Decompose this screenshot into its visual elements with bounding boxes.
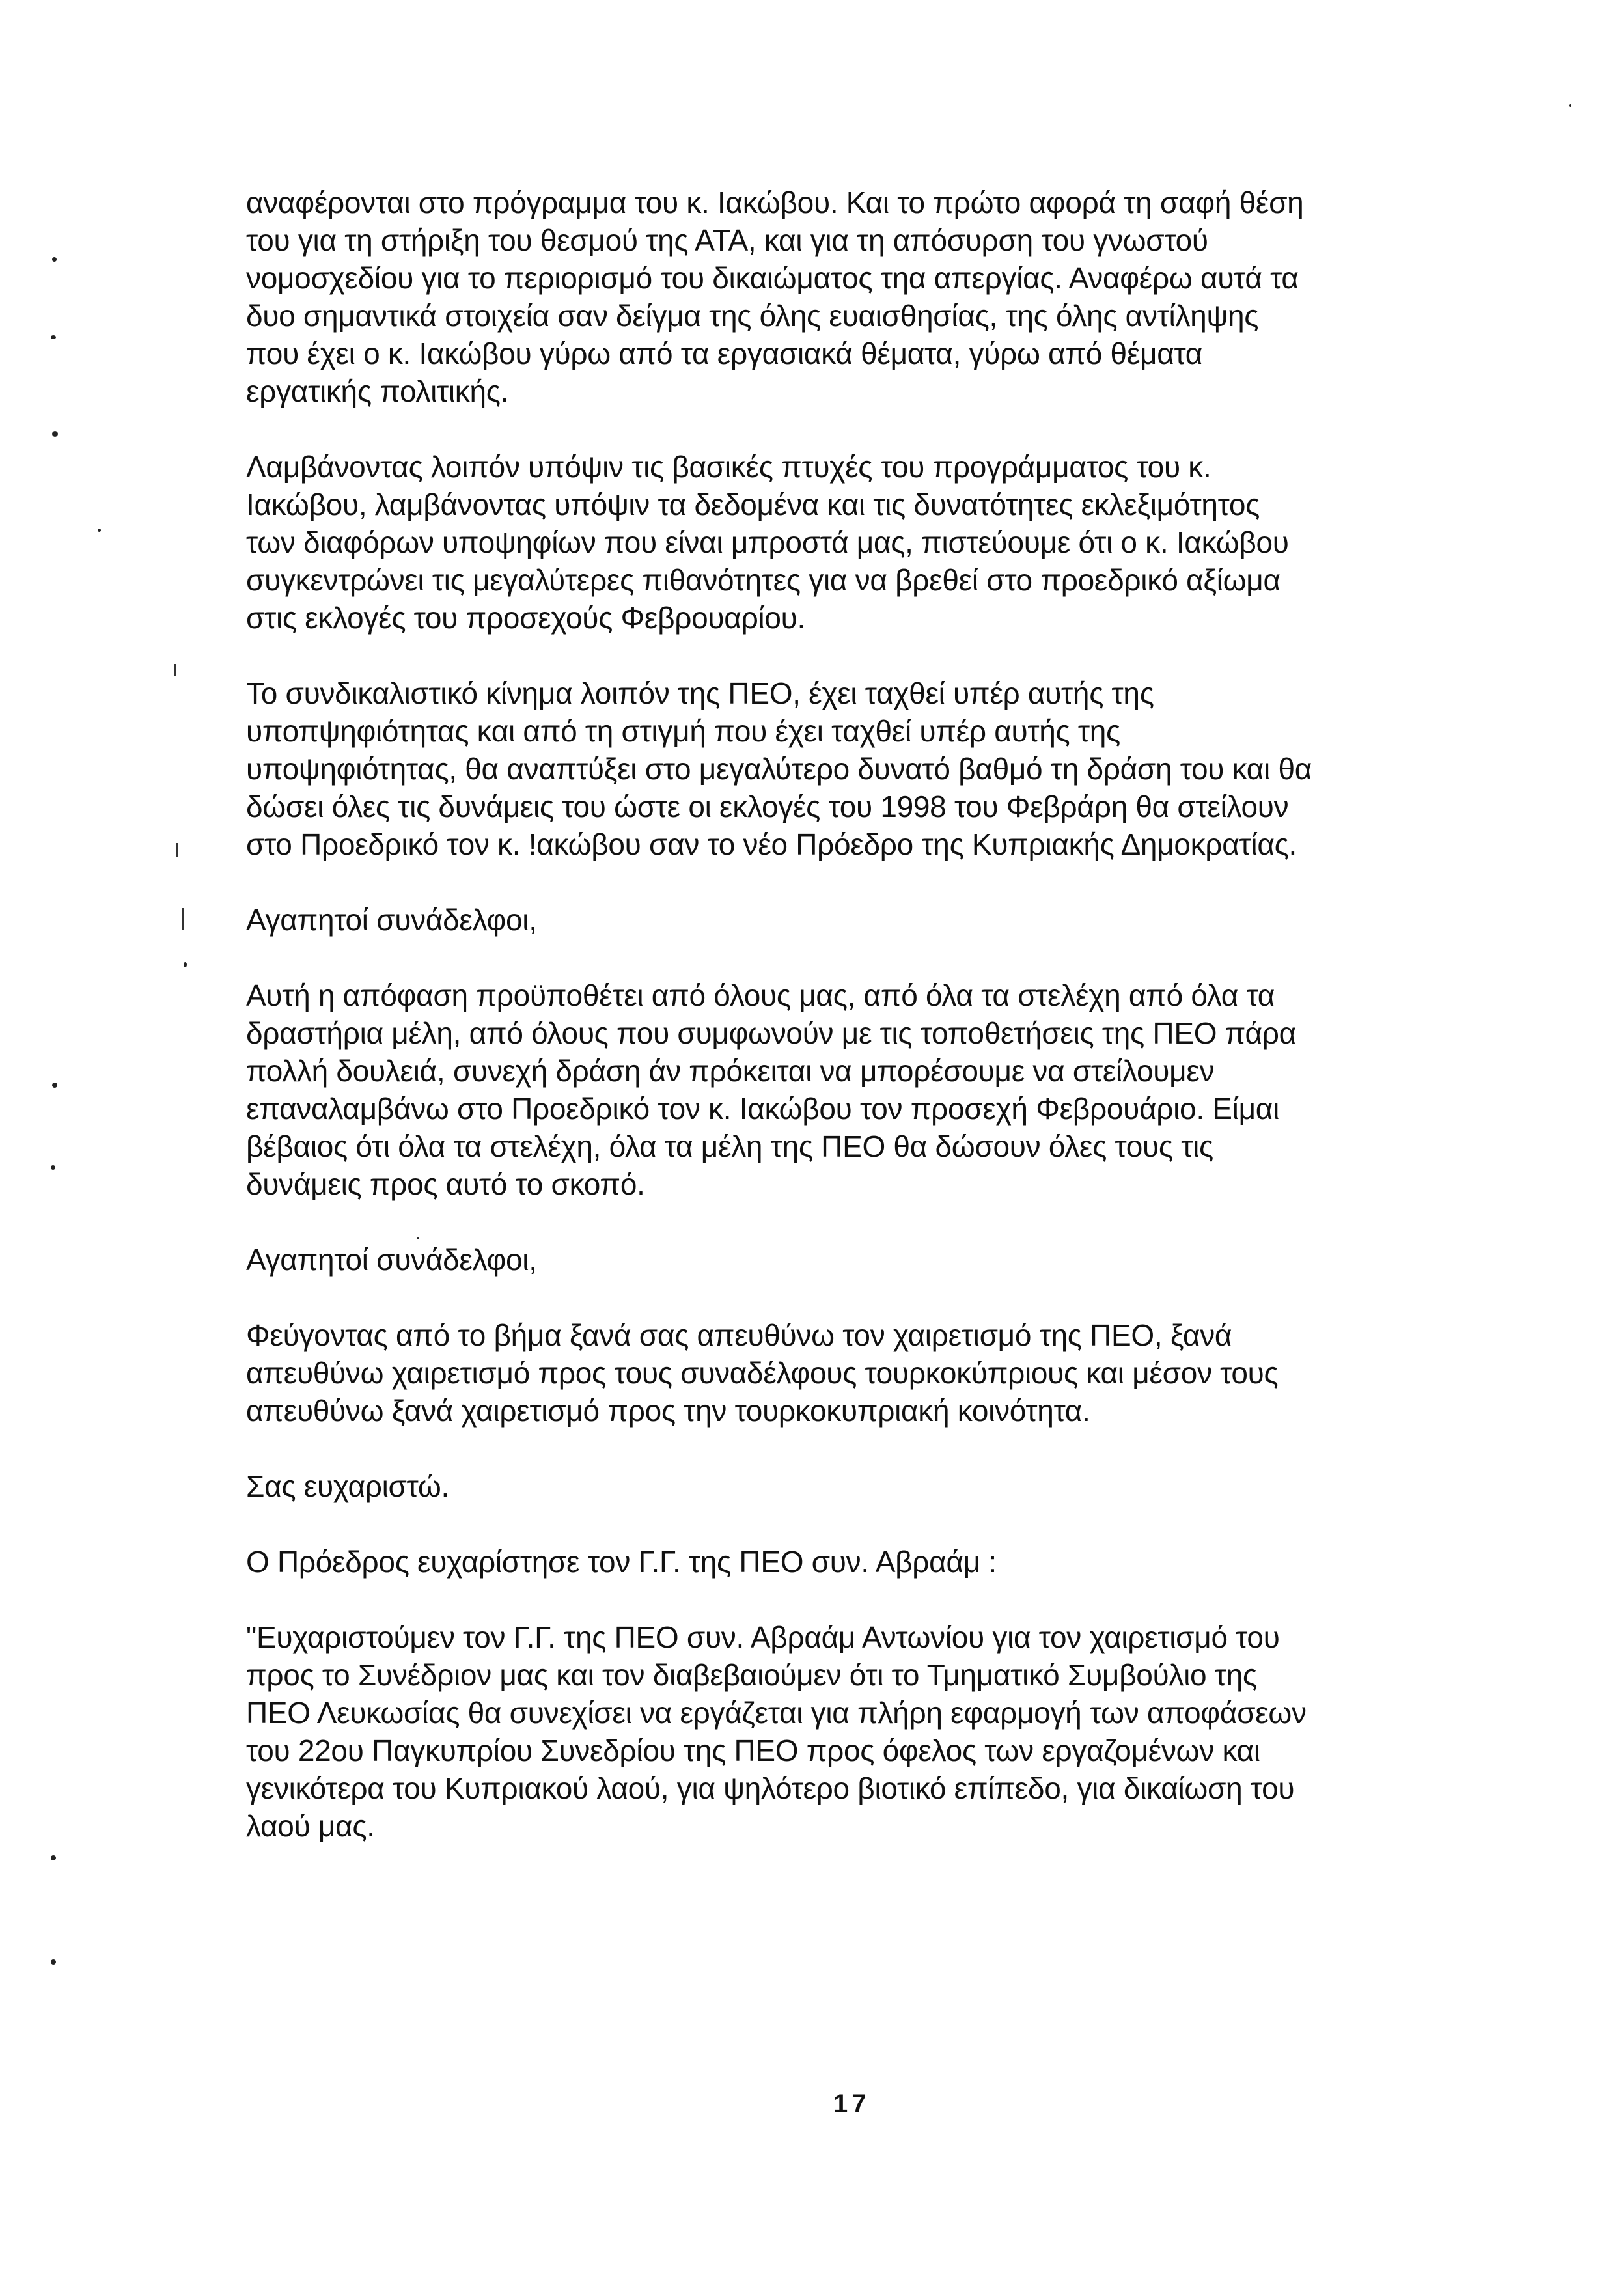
text-line: υποπψηφιότητας και από τη στιγμή που έχει ταχθεί υπέρ αυτής της: [246, 714, 1120, 748]
text-line: των διαφόρων υποψηφίων που είναι μπροστά μας, πιστεύουμε ότι ο κ. Ιακώβου: [246, 525, 1289, 559]
text-line: Ιακώβου, λαμβάνοντας υπόψιν τα δεδομένα και τις δυνατότητες εκλεξιμότητος: [246, 488, 1260, 521]
text-line: συγκεντρώνει τις μεγαλύτερες πιθανότητες για να βρεθεί στο προεδρικό αξίωμα: [246, 563, 1281, 597]
text-line: στο Προεδρικό τον κ. !ακώβου σαν το νέο Πρόεδρο της Κυπριακής Δημοκρατίας.: [246, 827, 1297, 861]
greeting-2: [246, 1241, 1470, 1279]
paragraph-5: [246, 976, 1470, 1203]
scan-mark: [176, 843, 178, 857]
paragraph-3: [246, 674, 1470, 863]
scan-speck: [52, 257, 57, 262]
text-line: Αυτή η απόφαση προϋποθέτει από όλους μας, από όλα τα στελέχη από όλα τα: [246, 978, 1275, 1012]
text-line: πολλή δουλειά, συνεχή δράση άν πρόκειται να μπορέσουμε να στείλουμεν: [246, 1054, 1215, 1088]
text-line: λαού μας.: [246, 1809, 375, 1843]
text-line: στις εκλογές του προσεχούς Φεβρουαρίου.: [246, 601, 805, 635]
text-line: Αγαπητοί συνάδελφοι,: [246, 903, 537, 937]
text-line: "Ευχαριστούμεν τον Γ.Γ. της ΠΕΟ συν. Αβραάμ Αντωνίου για τον χαιρετισμό του: [246, 1620, 1280, 1654]
quote-paragraph: [246, 1618, 1470, 1845]
scan-speck: [98, 529, 101, 532]
greeting-1: [246, 901, 1470, 939]
scan-speck: [51, 1959, 56, 1965]
scan-speck: [52, 1083, 57, 1088]
scan-mark: [182, 908, 184, 930]
body-text: [246, 184, 1470, 1883]
text-line: του 22ου Παγκυπρίου Συνεδρίου της ΠΕΟ προς όφελος των εργαζομένων και: [246, 1734, 1260, 1767]
text-line: Λαμβάνοντας λοιπόν υπόψιν τις βασικές πτυχές του προγράμματος του κ.: [246, 450, 1211, 484]
text-line: που έχει ο κ. Ιακώβου γύρω από τα εργασιακά θέματα, γύρω από θέματα: [246, 337, 1203, 370]
text-line: επαναλαμβάνω στο Προεδρικό τον κ. Ιακώβου τον προσεχή Φεβρουάριο. Είμαι: [246, 1092, 1280, 1126]
text-line: υποψηφιότητας, θα αναπτύξει στο μεγαλύτερο δυνατό βαθμό τη δράση του και θα: [246, 752, 1312, 786]
text-line: Σας ευχαριστώ.: [246, 1469, 449, 1503]
thanks-line: [246, 1467, 1470, 1505]
scan-speck: [51, 1855, 56, 1860]
text-line: απευθύνω χαιρετισμό προς τους συναδέλφους τουρκοκύπριους και μέσον τους: [246, 1356, 1279, 1390]
text-line: αναφέρονται στο πρόγραμμα του κ. Ιακώβου. Και το πρώτο αφορά τη σαφή θέση: [246, 186, 1304, 219]
text-line: προς το Συνέδριον μας και τον διαβεβαιούμεν ότι το Τμηματικό Συμβούλιο της: [246, 1658, 1257, 1692]
scan-speck: [51, 335, 56, 339]
scan-speck: [184, 962, 187, 967]
text-line: βέβαιος ότι όλα τα στελέχη, όλα τα μέλη της ΠΕΟ θα δώσουν όλες τους τις: [246, 1129, 1213, 1163]
text-line: δυο σημαντικά στοιχεία σαν δείγμα της όλης ευαισθησίας, της όλης αντίληψης: [246, 299, 1259, 333]
text-line: Το συνδικαλιστικό κίνημα λοιπόν της ΠΕΟ, έχει ταχθεί υπέρ αυτής της: [246, 676, 1154, 710]
text-line: Αγαπητοί συνάδελφοι,: [246, 1243, 537, 1277]
text-line: του για τη στήριξη του θεσμού της ΑΤΑ, και για τη απόσυρση του γνωστού: [246, 223, 1208, 257]
scan-speck: [51, 1165, 55, 1170]
scan-speck: [52, 431, 58, 437]
text-line: ΠΕΟ Λευκωσίας θα συνεχίσει να εργάζεται για πλήρη εφαρμογή των αποφάσεων: [246, 1696, 1307, 1730]
page-number: 17: [833, 2090, 870, 2118]
text-line: γενικότερα του Κυπριακού λαού, για ψηλότερο βιοτικό επίπεδο, για δικαίωση του: [246, 1771, 1295, 1805]
paragraph-2: [246, 448, 1470, 637]
text-line: νομοσχεδίου για το περιορισμό του δικαιώματος τηα απεργίας. Αναφέρω αυτά τα: [246, 261, 1299, 295]
paragraph-7: [246, 1316, 1470, 1430]
chair-remark: [246, 1543, 1470, 1581]
text-line: δώσει όλες τις δυνάμεις του ώστε οι εκλογές του 1998 του Φεβράρη θα στείλουν: [246, 790, 1289, 823]
scan-mark: [174, 664, 176, 676]
text-line: Φεύγοντας από το βήμα ξανά σας απευθύνω τον χαιρετισμό της ΠΕΟ, ξανά: [246, 1318, 1232, 1352]
scan-speck: [417, 1237, 419, 1239]
text-line: δυνάμεις προς αυτό το σκοπό.: [246, 1167, 645, 1201]
paragraph-1: [246, 184, 1470, 410]
text-line: Ο Πρόεδρος ευχαρίστησε τον Γ.Γ. της ΠΕΟ συν. Αβραάμ :: [246, 1545, 997, 1579]
scan-speck: [1569, 104, 1571, 107]
text-line: δραστήρια μέλη, από όλους που συμφωνούν με τις τοποθετήσεις της ΠΕΟ πάρα: [246, 1016, 1296, 1050]
text-line: απευθύνω ξανά χαιρετισμό προς την τουρκοκυπριακή κοινότητα.: [246, 1394, 1090, 1428]
text-line: εργατικής πολιτικής.: [246, 374, 509, 408]
